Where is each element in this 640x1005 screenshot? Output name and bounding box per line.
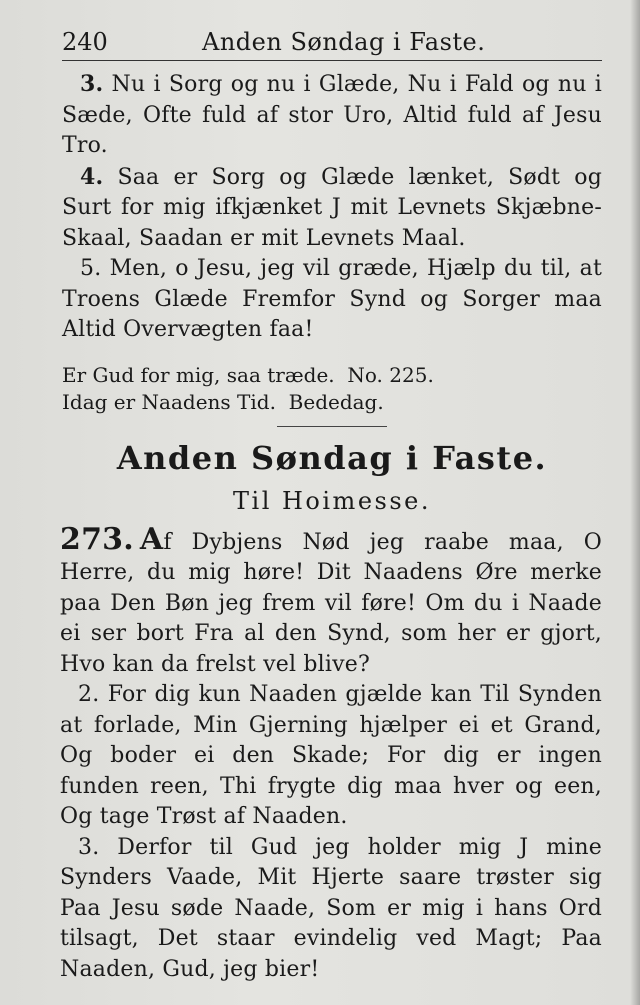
verse-3: 3. Nu i Sorg og nu i Glæde, Nu i Fald og nu i Sæde, Ofte fuld af stor Uro, Altid fuld af Jesu Tro. <box>62 71 602 158</box>
section-title: Anden Søndag i Faste. <box>116 438 548 477</box>
reference-line: Er Gud for mig, saa træde. No. 225. <box>62 362 434 387</box>
hymn-first-verse: 273. Af Dybjens Nød jeg raabe maa, O Herre, du mig høre! Dit Naadens Øre merke paa Den Bøn jeg frem vil føre! Om du i Naade ei ser bort Fra al den Synd, som her er gjort, Hvo kan da frelst vel blive? <box>60 521 602 677</box>
hymn-273 <box>60 521 602 986</box>
hymn-references <box>62 362 602 416</box>
reference-line: Idag er Naadens Tid. Bededag. <box>62 389 384 414</box>
verse-5: 5. Men, o Jesu, jeg vil græde, Hjælp du til, at Troens Glæde Fremfor Synd og Sorger maa Altid Overvægten faa! <box>62 256 602 342</box>
running-title: Anden Søndag i Faste. <box>202 28 486 56</box>
page-header <box>62 28 602 61</box>
preceding-hymn-verses <box>62 69 602 346</box>
verse-3: 3. Derfor til Gud jeg holder mig J mine Synders Vaade, Mit Hjerte saare trøster sig Paa Jesu søde Naade, Som er mig i hans Ord tilsagt, Det staar evindelig ved Magt; Paa Naaden, Gud, jeg bier! <box>60 834 602 982</box>
verse-4: 4. Saa er Sorg og Glæde lænket, Sødt og Surt for mig ifkjænket J mit Levnets Skjæbne-Skaal, Saadan er mit Levnets Maal. <box>62 163 602 251</box>
verse-2: 2. For dig kun Naaden gjælde kan Til Synden at forlade, Min Gjerning hjælper ei et Grand, Og boder ei den Skade; For dig er ingen funden reen, Thi frygte dig maa hver og een, Og tage Trøst af Naaden. <box>60 682 602 829</box>
first-letter: A <box>139 521 164 557</box>
section-subtitle: Til Hoimesse. <box>233 486 431 515</box>
page-number: 240 <box>62 28 108 56</box>
divider <box>277 426 387 427</box>
hymn-number: 273. <box>60 521 134 557</box>
